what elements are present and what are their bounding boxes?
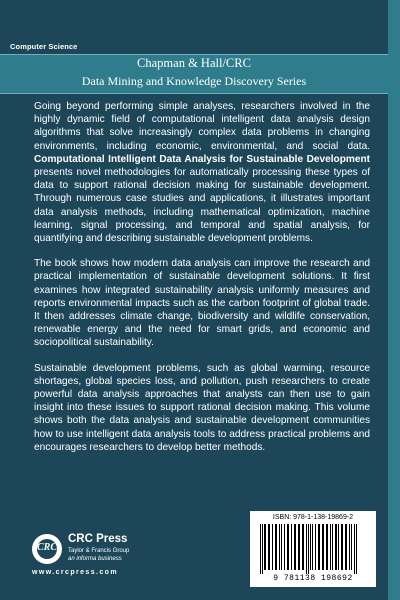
barcode-digits: 9 781138 198692 — [273, 574, 353, 583]
back-cover-blurb — [34, 100, 370, 466]
barcode-bar — [349, 524, 350, 570]
barcode-bar — [268, 524, 270, 570]
blurb-paragraph-1 — [34, 100, 370, 245]
barcode-bar — [338, 524, 339, 570]
barcode-bar — [264, 524, 266, 570]
cover-accent-strip — [388, 0, 400, 600]
barcode-bar — [272, 524, 273, 570]
blurb-p1-end: presents novel methodologies for automatically processing these types of data to support rational decision making for sustainable development. Through numerous case studies and applications, it illustrates important data analysis methods, including mathematical optimization, machine learning, signal processing, and temporal and spatial analysis, for quantifying and describing sustainable development problems. — [34, 167, 370, 245]
barcode-bar — [312, 524, 313, 570]
barcode-bar — [310, 524, 311, 570]
publisher-tagline: an informa business — [68, 556, 122, 562]
barcode-bar — [318, 524, 320, 570]
barcode-bar — [345, 524, 347, 570]
barcode-bar — [315, 524, 316, 570]
barcode-bar — [287, 524, 289, 570]
barcode-bar — [260, 524, 261, 574]
barcode-bar — [330, 524, 331, 570]
publisher-logo-name: CRC Press — [68, 533, 128, 545]
barcode-bar — [298, 524, 300, 570]
publisher-website: www.crcpress.com — [32, 569, 118, 576]
barcode-bar — [322, 524, 324, 570]
blurb-p1-start: Going beyond performing simple analyses, researchers involved in the highly dynamic field of computational intelligent data analysis design algorithms that solve increasingly complex data problems in changing environments, including economic, environmental, and social data. — [34, 101, 370, 152]
barcode-bar — [326, 524, 328, 570]
barcode-bar — [302, 524, 304, 570]
barcode-bar — [335, 524, 337, 570]
barcode-icon — [258, 524, 368, 574]
crc-logo-icon — [32, 534, 62, 564]
barcode-bar — [351, 524, 352, 570]
barcode-bar — [354, 524, 355, 574]
barcode-bar — [306, 524, 307, 574]
barcode-bar — [291, 524, 292, 570]
barcode-bar — [281, 524, 282, 570]
isbn-label: ISBN: 978-1-138-19869-2 — [272, 514, 354, 521]
isbn-barcode-box — [250, 511, 376, 587]
barcode-bar — [275, 524, 277, 570]
series-name: Data Mining and Knowledge Discovery Series — [81, 74, 307, 88]
barcode-bar — [341, 524, 343, 570]
barcode-bar — [308, 524, 309, 574]
blurb-paragraph-3: Sustainable development problems, such as global warming, resource shortages, global species loss, and pollution, push researchers to create powerful data analysis approaches that analysts can then use to gain insight into these issues to support rational decision making. This volume shows both the data analysis and sustainable development communities how to use intelligent data analysis tools to address practical problems and encourages researchers to develop better methods. — [34, 362, 370, 453]
barcode-bar — [356, 524, 357, 574]
publisher-group: Taylor & Francis Group — [68, 548, 130, 554]
barcode-bar — [284, 524, 285, 570]
book-title-inline: Computational Intelligent Data Analysis for Sustainable Development — [34, 153, 370, 165]
barcode-bar — [332, 524, 333, 570]
publisher-line: Chapman & Hall/CRC — [137, 56, 251, 70]
category-label: Computer Science — [10, 42, 78, 51]
barcode-bar — [279, 524, 280, 570]
logo-mark-letters: CRC — [36, 542, 57, 553]
barcode-bar — [262, 524, 263, 574]
barcode-bar — [294, 524, 296, 570]
blurb-paragraph-2: The book shows how modern data analysis can improve the research and practical implementation of sustainable development solutions. It first examines how integrated sustainability analysis uniformly measures and reports environmental impacts such as the carbon footprint of global trade. It then addresses climate change, biodiversity and wildlife conservation, renewable energy and the need for smart grids, and economic and sociopolitical sustainability. — [34, 258, 370, 349]
